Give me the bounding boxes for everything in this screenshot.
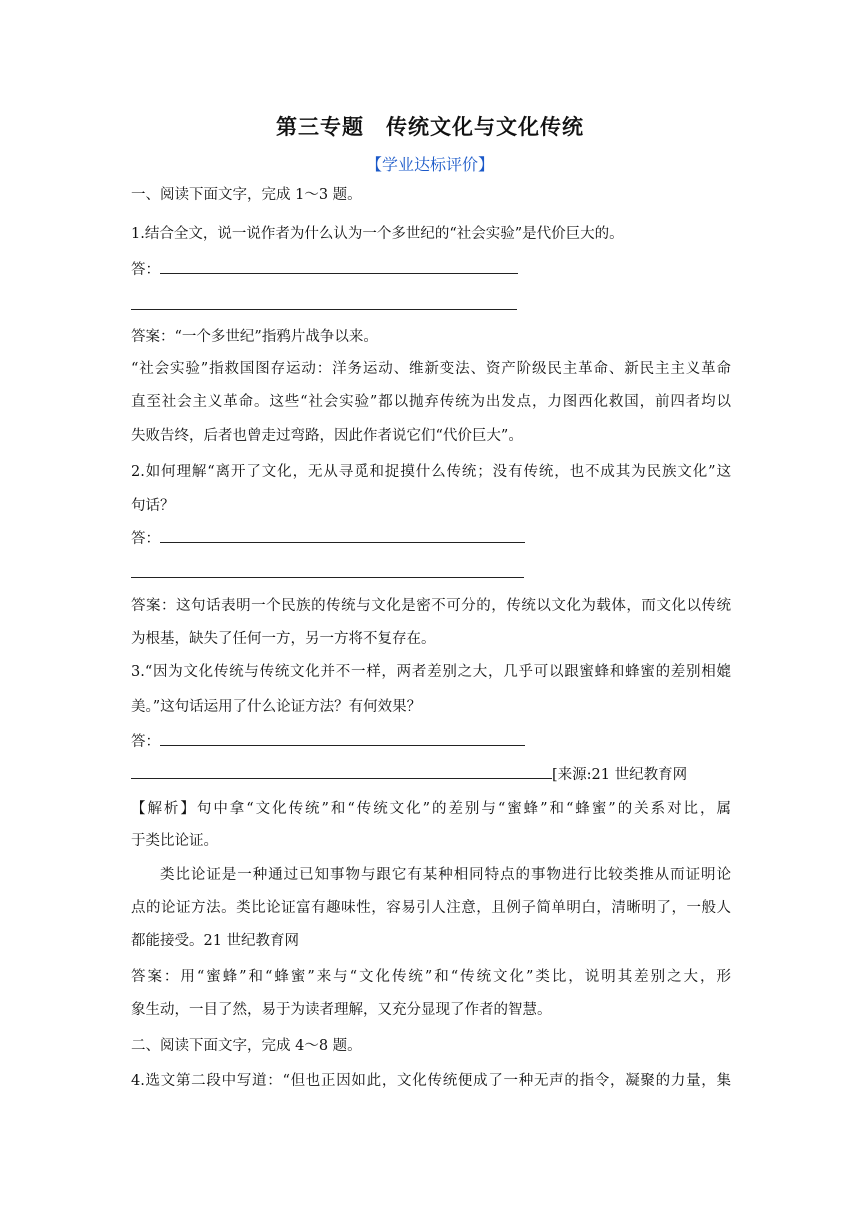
section-heading-2: 二、阅读下面文字，完成 4～8 题。: [131, 1038, 362, 1054]
answer-label: 答：: [131, 262, 160, 278]
blank-underline: [160, 259, 518, 274]
question-2-line-1: 2.如何理解“离开了文化，无从寻觅和捉摸什么传统；没有传统，也不成其为民族文化”这: [131, 464, 731, 480]
answer-blank-3b: [131, 764, 731, 786]
analysis-line-1: 【解析】句中拿“文化传统”和“传统文化”的差别与“蜜蜂”和“蜂蜜”的关系对比，属: [131, 801, 731, 817]
blank-underline: [131, 764, 552, 779]
answer-1-line-3: 直至社会主义革命。这些“社会实验”都以抛弃传统为出发点，力图西化救国，前四者均以: [131, 394, 731, 410]
answer-2-line-1: 答案：这句话表明一个民族的传统与文化是密不可分的，传统以文化为载体，而文化以传统: [131, 598, 731, 614]
answer-blank-1a: [131, 259, 731, 281]
answer-blank-2b: [131, 563, 731, 585]
page-title: 第三专题 传统文化与文化传统: [276, 115, 584, 139]
question-4-line-1: 4.选文第二段中写道：“但也正因如此，文化传统便成了一种无声的指令，凝聚的力量，集: [131, 1073, 731, 1089]
answer-1-line-2: “社会实验”指救国图存运动：洋务运动、维新变法、资产阶级民主革命、新民主主义革命: [131, 361, 731, 377]
answer-blank-2a: [131, 528, 731, 550]
section-subtitle: 【学业达标评价】: [365, 155, 494, 174]
section-heading-1: 一、阅读下面文字，完成 1～3 题。: [131, 187, 362, 203]
analysis-line-2: 于类比论证。: [131, 833, 218, 849]
analysis-paragraph-line-3: 都能接受。21 世纪教育网: [131, 933, 300, 949]
blank-underline: [131, 563, 524, 578]
blank-underline: [160, 528, 525, 543]
source-note: [来源:21 世纪教育网: [552, 767, 688, 783]
question-3-line-1: 3.“因为文化传统与传统文化并不一样，两者差别之大，几乎可以跟蜜蜂和蜂蜜的差别相媲: [131, 664, 731, 680]
answer-3-line-1: 答案：用“蜜蜂”和“蜂蜜”来与“文化传统”和“传统文化”类比，说明其差别之大，形: [131, 969, 731, 985]
answer-2-line-2: 为根基，缺失了任何一方，另一方将不复存在。: [131, 631, 436, 647]
question-2-line-2: 句话？: [131, 498, 175, 514]
answer-label: 答：: [131, 531, 160, 547]
answer-3-line-2: 象生动，一目了然，易于为读者理解，又充分显现了作者的智慧。: [131, 1002, 552, 1018]
answer-1-line-1: 答案：“一个多世纪”指鸦片战争以来。: [131, 329, 378, 345]
analysis-paragraph-line-1: 类比论证是一种通过已知事物与跟它有某种相同特点的事物进行比较类推从而证明论: [160, 867, 731, 883]
blank-underline: [160, 731, 525, 746]
answer-blank-1b: [131, 295, 731, 317]
blank-underline: [131, 295, 517, 310]
answer-1-line-4: 失败告终，后者也曾走过弯路，因此作者说它们“代价巨大”。: [131, 428, 523, 444]
question-3-line-2: 美。”这句话运用了什么论证方法？有何效果？: [131, 699, 422, 715]
answer-blank-3a: [131, 731, 731, 753]
answer-label: 答：: [131, 734, 160, 750]
analysis-paragraph-line-2: 点的论证方法。类比论证富有趣味性，容易引人注意，且例子简单明白，清晰明了，一般人: [131, 900, 731, 916]
question-1: 1.结合全文，说一说作者为什么认为一个多世纪的“社会实验”是代价巨大的。: [131, 226, 624, 242]
